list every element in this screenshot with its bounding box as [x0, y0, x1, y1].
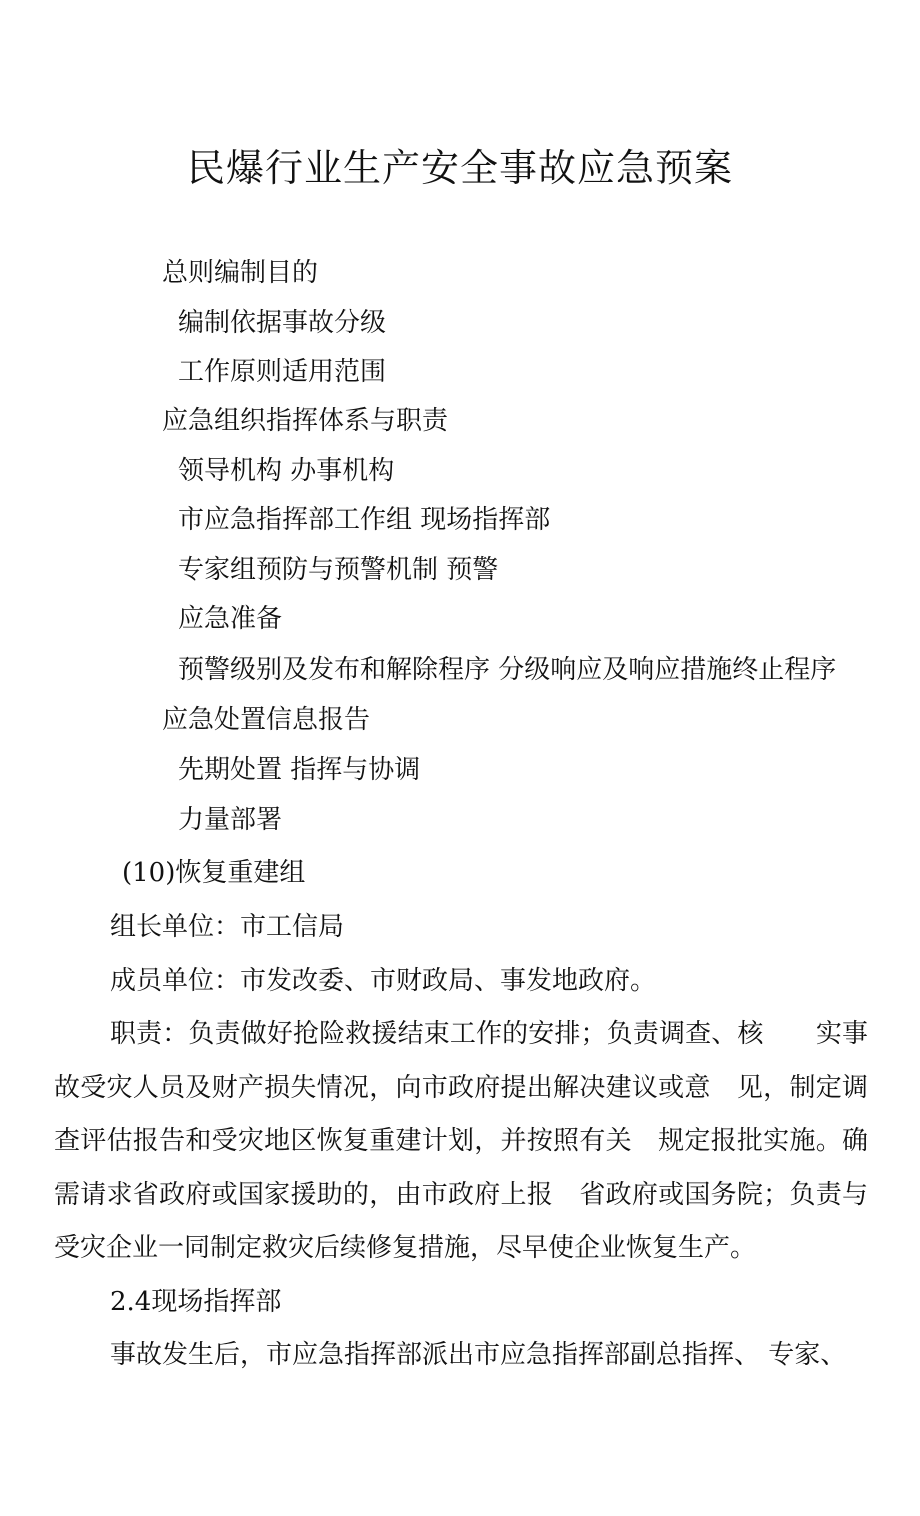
toc-item: 编制依据事故分级	[178, 308, 387, 338]
leader-unit: 组长单位：市工信局	[110, 912, 345, 942]
document-title: 民爆行业生产安全事故应急预案	[186, 146, 733, 190]
member-units: 成员单位：市发改委、市财政局、事发地政府。	[110, 966, 657, 996]
toc-item: 先期处置 指挥与协调	[178, 755, 421, 785]
toc-item: 预警级别及发布和解除程序 分级响应及响应措施终止程序	[178, 655, 837, 685]
toc-item: 力量部署	[178, 805, 283, 835]
toc-item: 应急准备	[178, 604, 283, 634]
toc-item: 专家组预防与预警机制 预警	[178, 555, 499, 585]
section-heading: (10)恢复重建组	[122, 858, 306, 888]
toc-item: 应急组织指挥体系与职责	[162, 406, 449, 436]
toc-item: 工作原则适用范围	[178, 357, 387, 387]
toc-item: 市应急指挥部工作组 现场指挥部	[178, 505, 551, 535]
subsection-heading: 2.4现场指挥部	[110, 1287, 282, 1317]
toc-item: 应急处置信息报告	[162, 705, 371, 735]
duties-paragraph: 职责：负责做好抢险救援结束工作的安排；负责调查、核 实事故受灾人员及财产损失情况，向市政府提出解决建议或意 见，制定调查评估报告和受灾地区恢复重建计划，并按照有关 规定报批实施。确需请求省政府或国家援助的，由市政府上报 省政府或国务院；负责与受灾企业一同制定救灾后续修复措施，尽早使企业恢复生产。	[54, 1019, 868, 1263]
toc-item: 总则编制目的	[162, 258, 319, 288]
body-paragraph: 事故发生后，市应急指挥部派出市应急指挥部副总指挥、 专家、	[110, 1340, 847, 1370]
toc-item: 领导机构 办事机构	[178, 456, 395, 486]
